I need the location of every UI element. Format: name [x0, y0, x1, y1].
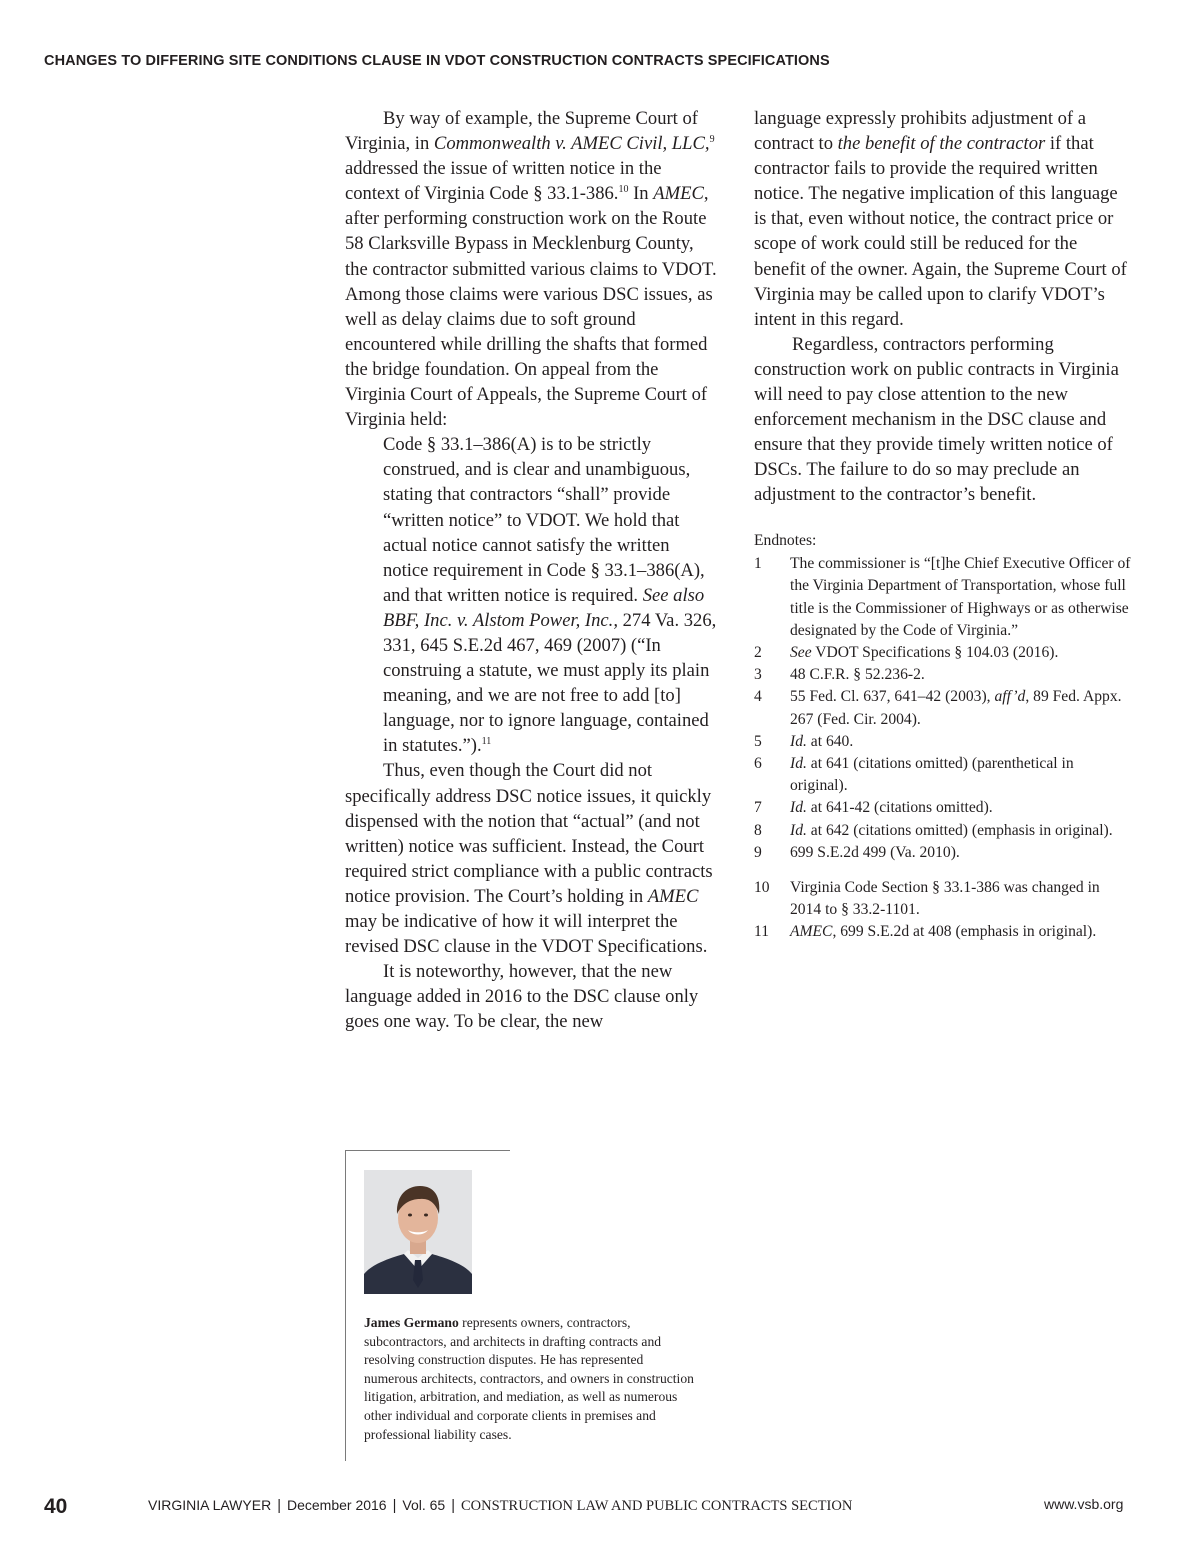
endnote-number: 8: [754, 821, 762, 839]
endnote-text: [790, 642, 1134, 664]
emphasis: Id.: [790, 799, 807, 817]
author-bio: [364, 1314, 694, 1444]
text-run: addressed the issue of written notice in the context of Virginia Code § 33.1-386.: [345, 158, 662, 205]
section-name: CONSTRUCTION LAW AND PUBLIC CONTRACTS SECTION: [460, 1498, 853, 1514]
author-portrait-illustration: [364, 1170, 472, 1294]
page-number: 40: [44, 1495, 68, 1518]
text-run: By way of example, the Supreme Court of Virginia, in: [345, 108, 698, 155]
endnote-number: 1: [754, 555, 762, 573]
endnote-5: [754, 731, 1134, 753]
endnote-text: [790, 797, 1134, 819]
endnote-number: 6: [754, 755, 762, 773]
endnote-10: [754, 877, 1134, 921]
paragraph: [345, 106, 719, 432]
volume: Vol. 65: [402, 1497, 446, 1513]
endnote-8: [754, 820, 1134, 842]
endnote-text: 48 C.F.R. § 52.236-2.: [790, 666, 925, 684]
footer: [148, 1497, 852, 1515]
text-run: language expressly prohibits adjustment of a contract to: [754, 108, 1087, 155]
footer-separator: |: [451, 1498, 455, 1514]
author-name: James Germano: [364, 1315, 459, 1330]
text-run: 55 Fed. Cl. 637, 641–42 (2003),: [790, 688, 995, 706]
text-run: , 89 Fed. Appx. 267 (Fed. Cir. 2004).: [790, 688, 1122, 728]
paragraph: It is noteworthy, however, that the new language added in 2016 to the DSC clause only goes one way. To be clear, the new: [345, 961, 699, 1033]
endnote-9: [754, 842, 1134, 864]
text-run: Thus, even though the Court did not specifically address DSC notice issues, it quickly dispensed with the notion that “actual” (and not written) notice was sufficient. Instead, the Court required strict compliance with a public contracts notice provision. The Court’s holding in: [345, 760, 713, 907]
text-run: at 640.: [806, 732, 854, 750]
text-run: 274 Va. 326, 331, 645 S.E.2d 467, 469 (2007) (“In construing a statute, we must apply its plain meaning, and we are not free to add [to] language, nor to ignore language, contained in statutes.”).: [383, 609, 717, 757]
block-quote: [383, 432, 719, 758]
endnote-number: 11: [754, 923, 770, 941]
text-run: In: [628, 183, 654, 205]
emphasis: Id.: [790, 732, 807, 750]
case-name: AMEC: [647, 885, 699, 907]
paragraph: [345, 758, 719, 959]
endnote-number: 4: [754, 688, 762, 706]
paragraph: [754, 106, 1132, 332]
endnote-number: 9: [754, 843, 762, 861]
running-header: CHANGES TO DIFFERING SITE CONDITIONS CLAUSE IN VDOT CONSTRUCTION CONTRACTS SPECIFICATIONS: [44, 53, 830, 69]
endnote-ref-10[interactable]: 10: [618, 184, 629, 196]
endnote-text: [790, 753, 1134, 797]
endnote-text: 699 S.E.2d 499 (Va. 2010).: [790, 843, 960, 861]
endnote-text: [790, 686, 1134, 730]
text-run: at 641 (citations omitted) (parenthetical in original).: [790, 755, 1074, 795]
endnote-number: 2: [754, 644, 762, 662]
article-column-left: [345, 106, 719, 1034]
emphasis: the benefit of the contractor: [837, 133, 1046, 155]
text-run: if that contractor fails to provide the required written notice. The negative implication of this language is that, even without notice, the contract price or scope of work could still be reduced for the benefit of the owner. Again, the Supreme Court of Virginia may be called upon to clarify VDOT’s intent in this regard.: [754, 133, 1127, 330]
emphasis: See: [790, 644, 812, 662]
endnote-2: [754, 642, 1134, 664]
bio-text: represents owners, contractors, subcontractors, and architects in drafting contracts and resolving construction disputes. He has represented numerous architects, contractors, and owners in construction litigation, arbitration, and mediation, as well as numerous other individual and corporate clients in premises and professional liability cases.: [364, 1315, 694, 1442]
endnote-text: [790, 731, 1134, 753]
text-run: Code § 33.1–386(A) is to be strictly construed, and is clear and unambiguous, stating that contractors “shall” provide “written notice” to VDOT. We hold that actual notice cannot satisfy the written notice requirement in Code § 33.1–386(A), and that written notice is required.: [383, 434, 705, 606]
endnote-ref-11[interactable]: 11: [481, 736, 492, 748]
endnote-number: 7: [754, 799, 762, 817]
endnote-7: [754, 797, 1134, 819]
text-run: at 642 (citations omitted) (emphasis in original).: [806, 821, 1113, 839]
endnote-number: 10: [754, 879, 770, 897]
endnote-1: [754, 553, 1134, 642]
text-run: , after performing construction work on the Route 58 Clarksville Bypass in Mecklenburg County, the contractor submitted various claims to VDOT. Among those claims were various DSC issues, as well as delay claims due to soft ground encountered while drilling the shafts that formed the bridge foundation. On appeal from the Virginia Court of Appeals, the Supreme Court of Virginia held:: [345, 183, 717, 431]
case-name: AMEC: [653, 183, 704, 205]
article-column-right: [754, 106, 1132, 508]
emphasis: aff’d: [994, 688, 1026, 706]
emphasis: Id.: [790, 755, 807, 773]
website-url[interactable]: www.vsb.org: [1044, 1496, 1124, 1512]
bio-paragraph: [364, 1314, 694, 1444]
issue-date: December 2016: [286, 1497, 387, 1513]
emphasis: AMEC: [790, 923, 833, 941]
endnote-text: The commissioner is “[t]he Chief Executive Officer of the Virginia Department of Transportation, whose full title is the Commissioner of Highways or as otherwise designated by the Code of Virginia.”: [790, 555, 1131, 639]
author-photo: [364, 1170, 472, 1294]
text-run: VDOT Specifications § 104.03 (2016).: [811, 644, 1059, 662]
endnote-text: [790, 820, 1134, 842]
endnotes-title: Endnotes:: [754, 532, 817, 549]
endnote-4: [754, 686, 1134, 730]
footer-separator: |: [277, 1498, 281, 1514]
endnote-ref-9[interactable]: 9: [709, 134, 715, 146]
text-run: , 699 S.E.2d at 408 (emphasis in original).: [832, 923, 1097, 941]
emphasis: Id.: [790, 821, 807, 839]
text-run: at 641-42 (citations omitted).: [806, 799, 993, 817]
case-citation: See also BBF, Inc. v. Alstom Power, Inc.,: [383, 584, 705, 631]
endnote-6: [754, 753, 1134, 797]
endnote-number: 5: [754, 732, 762, 750]
endnote-3: [754, 664, 1134, 686]
endnote-11: [754, 921, 1134, 943]
publication-name: VIRGINIA LAWYER: [148, 1497, 272, 1513]
case-citation: Commonwealth v. AMEC Civil, LLC,: [433, 133, 710, 155]
endnote-number: 3: [754, 666, 762, 684]
footer-separator: |: [392, 1498, 397, 1514]
endnote-text: [790, 921, 1134, 943]
paragraph: Regardless, contractors performing construction work on public contracts in Virginia will need to pay close attention to the new enforcement mechanism in the DSC clause and ensure that they provide timely written notice of DSCs. The failure to do so may preclude an adjustment to the contractor’s benefit.: [754, 333, 1119, 506]
endnotes: [754, 530, 1134, 944]
endnote-text: Virginia Code Section § 33.1-386 was changed in 2014 to § 33.2-1101.: [790, 879, 1100, 919]
text-run: may be indicative of how it will interpret the revised DSC clause in the VDOT Specifications.: [345, 911, 708, 958]
